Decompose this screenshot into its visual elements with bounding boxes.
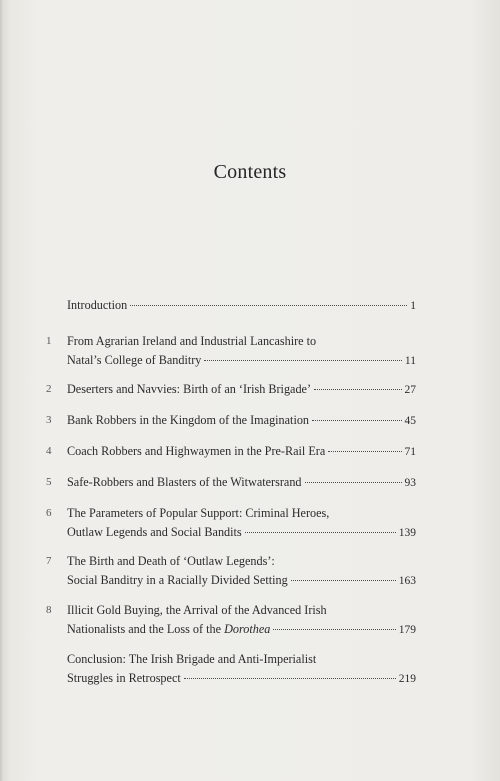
toc-page-number: 163	[398, 575, 416, 587]
ship-name: Dorothea	[224, 622, 271, 636]
dot-leader	[273, 629, 395, 630]
dot-leader	[291, 580, 396, 581]
toc-entry-chapter-3[interactable]	[46, 411, 416, 431]
toc-entry-title-line-1: From Agrarian Ireland and Industrial Lancashire to	[67, 334, 317, 348]
chapter-number: 7	[46, 555, 52, 567]
toc-entry-title-line-1: The Birth and Death of ‘Outlaw Legends’:	[67, 554, 275, 568]
page-title: Contents	[213, 161, 287, 183]
toc-page-number: 45	[404, 415, 416, 427]
dot-leader	[312, 420, 401, 421]
toc-entry-chapter-7[interactable]	[46, 552, 416, 591]
toc-entry-title-line-1: Illicit Gold Buying, the Arrival of the Advanced Irish	[67, 603, 327, 617]
dot-leader	[184, 678, 396, 679]
toc-entry-chapter-1[interactable]	[46, 332, 416, 371]
chapter-number: 5	[46, 476, 52, 488]
toc-entry-chapter-5[interactable]	[46, 473, 416, 493]
toc-entry-chapter-8[interactable]	[46, 601, 416, 640]
toc-entry-title: Coach Robbers and Highwaymen in the Pre-Rail Era	[67, 444, 326, 458]
toc-entry-title-line-2	[67, 620, 270, 639]
page-gutter-shadow	[0, 0, 4, 781]
dot-leader	[305, 482, 402, 483]
chapter-number: 4	[46, 445, 52, 457]
toc-entry-title-line-2: Outlaw Legends and Social Bandits	[67, 525, 242, 539]
toc-entry-title-line-2: Natal’s College of Banditry	[67, 353, 202, 367]
toc-page-number: 27	[404, 384, 416, 396]
toc-entry-title: Introduction	[67, 298, 128, 312]
toc-entry-conclusion[interactable]	[46, 650, 416, 689]
toc-page-number: 11	[404, 355, 416, 367]
toc-page-number: 139	[398, 527, 416, 539]
toc-entry-chapter-2[interactable]	[46, 380, 416, 400]
toc-page-number: 219	[398, 673, 416, 685]
toc-entry-title-line-1: Conclusion: The Irish Brigade and Anti-Imperialist	[67, 652, 317, 666]
toc-entry-title-text: Nationalists and the Loss of the	[67, 622, 222, 636]
chapter-number: 3	[46, 414, 52, 426]
toc-page-number: 1	[410, 300, 416, 312]
toc-entry-title-line-1: The Parameters of Popular Support: Criminal Heroes,	[67, 506, 330, 520]
toc-entry-title: Bank Robbers in the Kingdom of the Imagination	[67, 413, 310, 427]
dot-leader	[314, 389, 401, 390]
chapter-number: 8	[46, 604, 52, 616]
toc-entry-introduction[interactable]	[46, 296, 416, 316]
toc-entry-chapter-6[interactable]	[46, 504, 416, 543]
toc-page-number: 179	[398, 624, 416, 636]
toc-entry-title-line-2: Struggles in Retrospect	[67, 671, 181, 685]
toc-entry-title-line-2: Social Banditry in a Racially Divided Setting	[67, 573, 288, 587]
chapter-number: 1	[46, 335, 52, 347]
toc-entry-chapter-4[interactable]	[46, 442, 416, 462]
toc-page-number: 71	[404, 446, 416, 458]
toc-entry-title: Safe-Robbers and Blasters of the Witwatersrand	[67, 475, 302, 489]
chapter-number: 2	[46, 383, 52, 395]
dot-leader	[130, 305, 407, 306]
toc-entry-title: Deserters and Navvies: Birth of an ‘Irish Brigade’	[67, 382, 312, 396]
chapter-number: 6	[46, 507, 52, 519]
dot-leader	[204, 360, 402, 361]
dot-leader	[328, 451, 401, 452]
toc-page-number: 93	[404, 477, 416, 489]
dot-leader	[245, 532, 396, 533]
